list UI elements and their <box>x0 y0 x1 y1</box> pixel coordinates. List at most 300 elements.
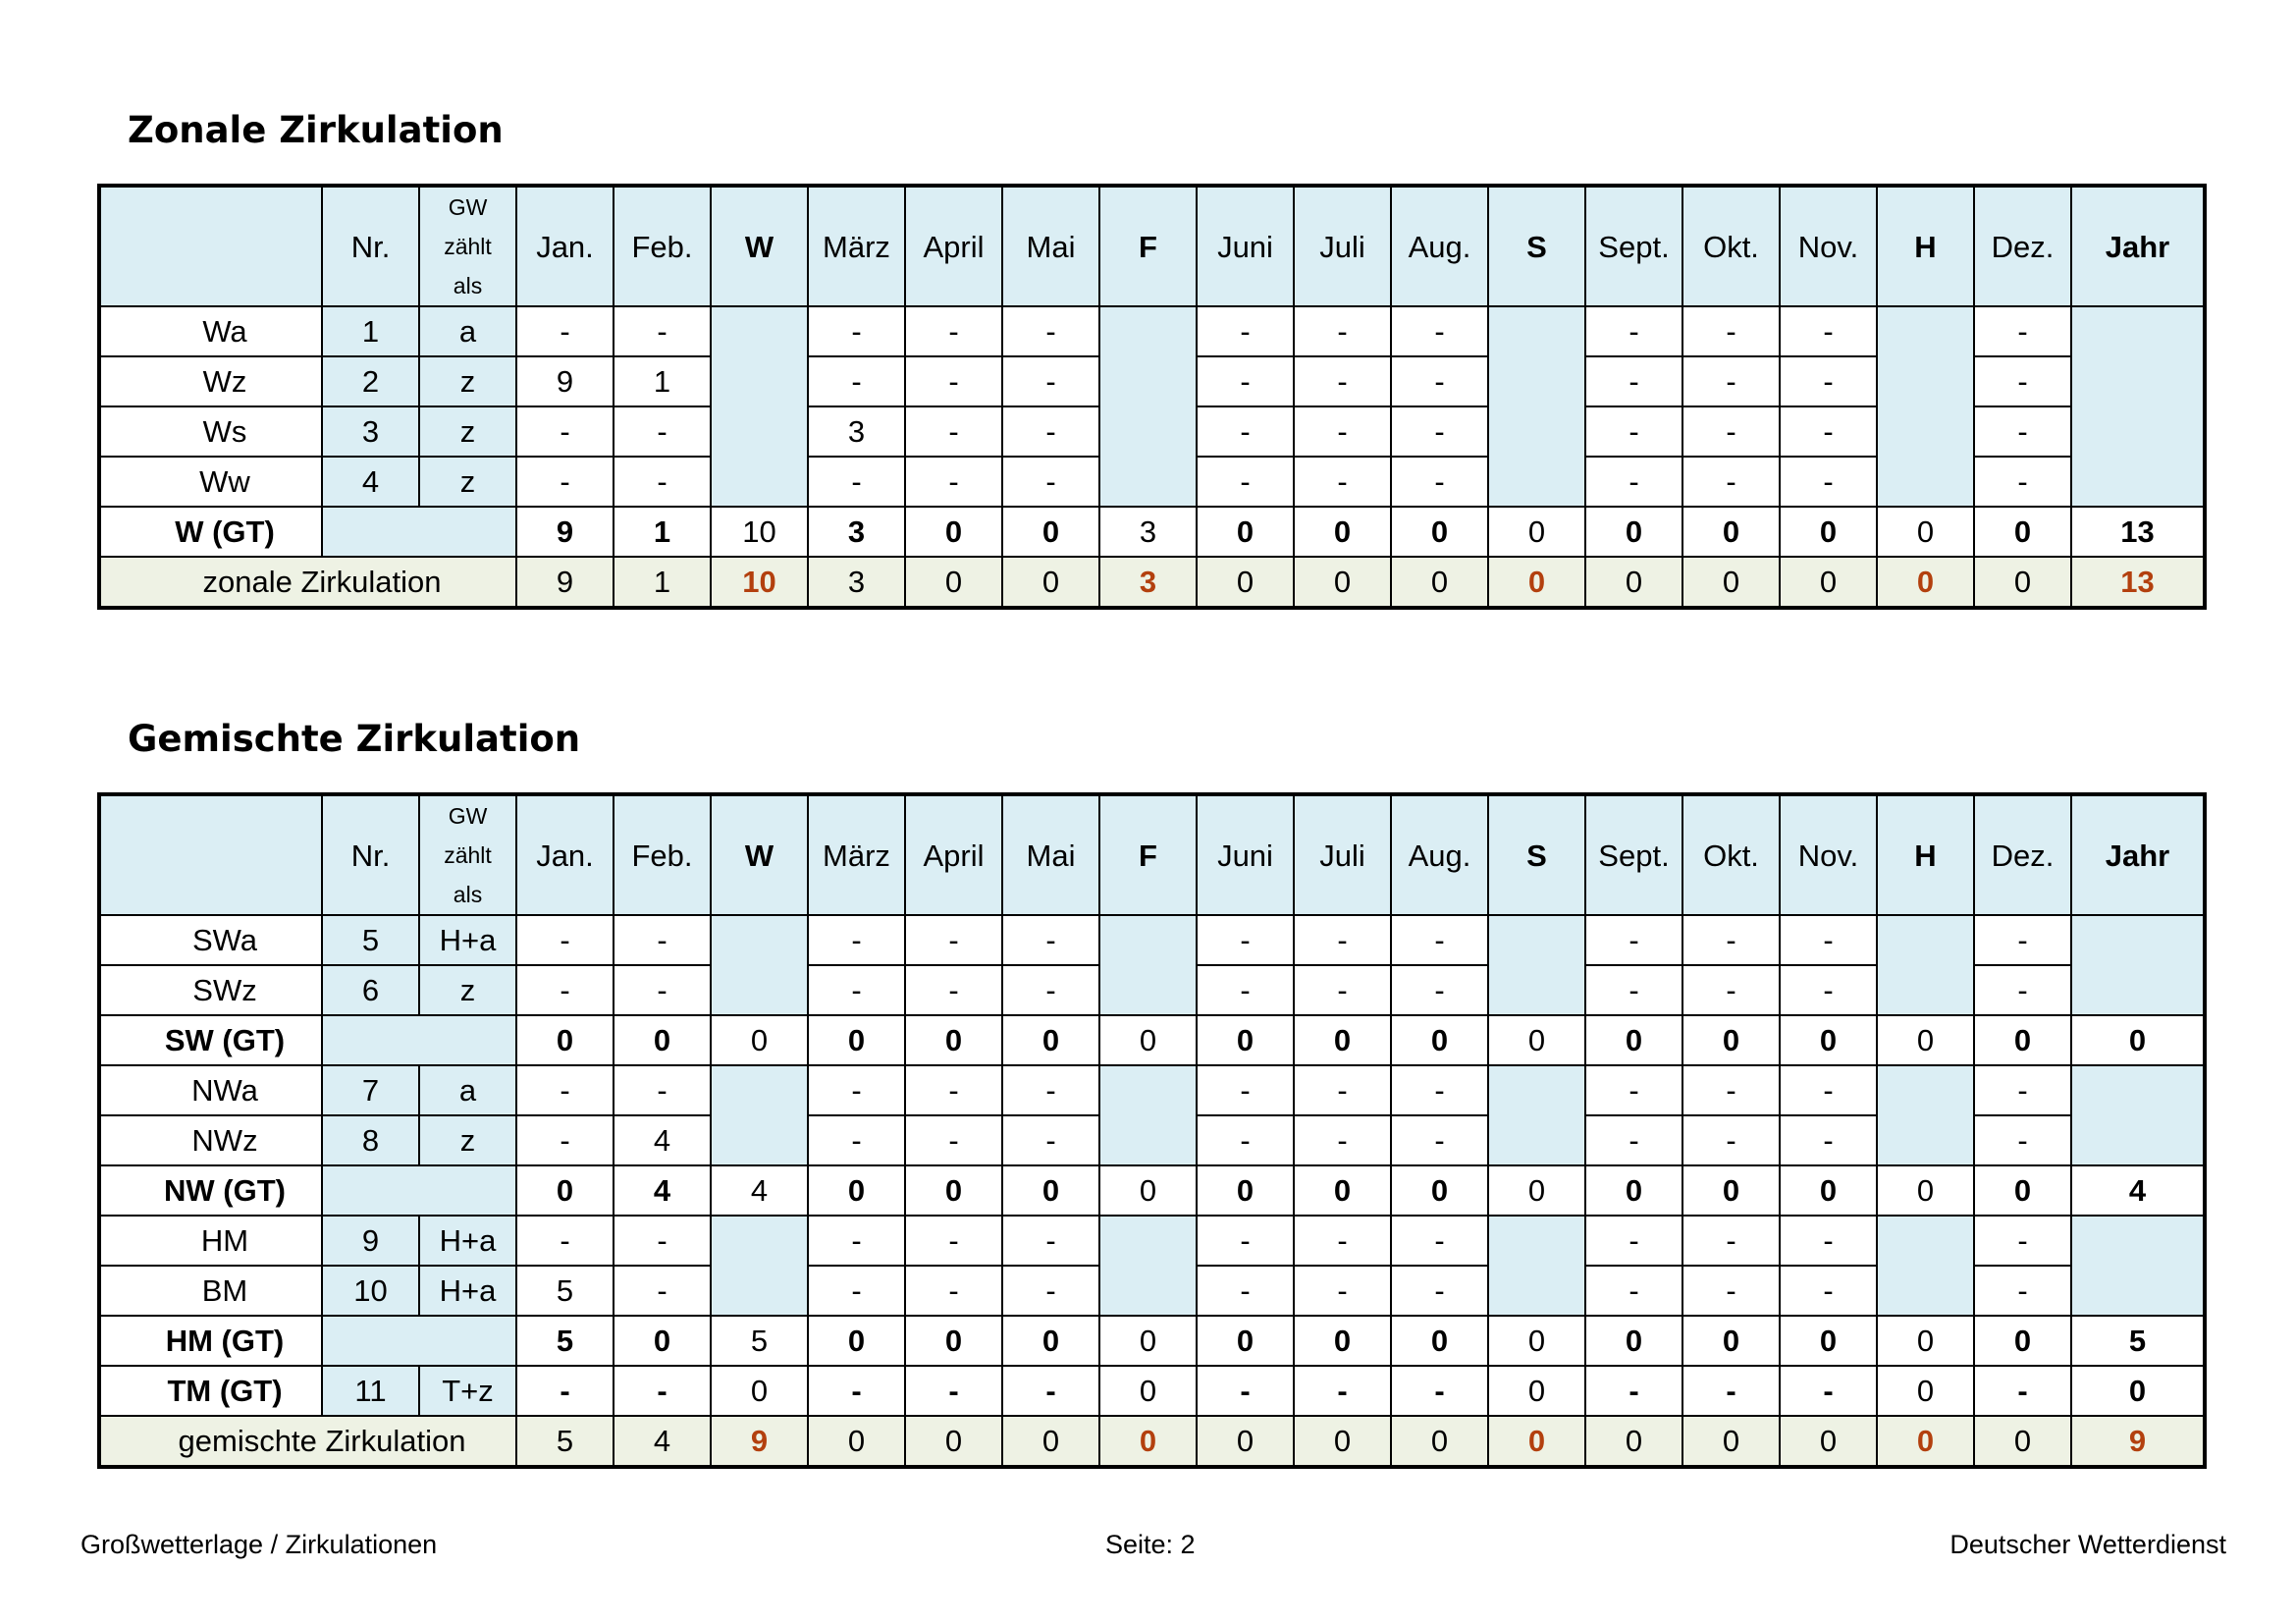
row-label: SW (GT) <box>99 1015 322 1065</box>
cell-value: 0 <box>1974 1015 2071 1065</box>
cell-value: - <box>516 1216 614 1266</box>
cell-value: - <box>1585 1266 1682 1316</box>
section-title-zonal: Zonale Zirkulation <box>128 109 504 151</box>
cell-value: 0 <box>614 1316 711 1366</box>
cell-value: 0 <box>1585 557 1682 608</box>
cell-value: 0 <box>2071 1015 2205 1065</box>
cell-nr: 11 <box>322 1366 419 1416</box>
cell-value: - <box>614 406 711 457</box>
cell-value: 0 <box>1099 1316 1197 1366</box>
cell-value: 10 <box>711 507 808 557</box>
cell-value: - <box>1391 1216 1488 1266</box>
row-label: gemischte Zirkulation <box>99 1416 516 1467</box>
header-col-9: Aug. <box>1391 186 1488 306</box>
cell-value: 0 <box>1294 1416 1391 1467</box>
cell-value: - <box>1391 457 1488 507</box>
header-col-6: F <box>1099 186 1197 306</box>
cell-value: 0 <box>1877 1416 1974 1467</box>
cell-value: 0 <box>1002 507 1099 557</box>
header-col-10: S <box>1488 186 1585 306</box>
season-blank <box>2071 1065 2205 1165</box>
season-blank <box>711 1065 808 1165</box>
header-col-12: Okt. <box>1682 794 1780 915</box>
cell-value: 0 <box>905 1316 1002 1366</box>
cell-value: - <box>1974 1065 2071 1115</box>
cell-value: 0 <box>1780 1416 1877 1467</box>
header-col-0: Jan. <box>516 186 614 306</box>
header-col-7: Juni <box>1197 186 1294 306</box>
cell-value: - <box>905 915 1002 965</box>
cell-value: 0 <box>2071 1366 2205 1416</box>
cell-value: 0 <box>1877 1316 1974 1366</box>
cell-value: - <box>808 1115 905 1165</box>
cell-value: - <box>1780 1065 1877 1115</box>
cell-value: 0 <box>1877 507 1974 557</box>
header-col-5: Mai <box>1002 186 1099 306</box>
cell-value: 9 <box>711 1416 808 1467</box>
cell-value: 1 <box>614 557 711 608</box>
cell-value: - <box>905 356 1002 406</box>
table-row <box>99 1065 2205 1115</box>
cell-value: 0 <box>1974 507 2071 557</box>
total-row <box>99 557 2205 608</box>
cell-value: 0 <box>905 557 1002 608</box>
cell-value: 0 <box>1391 1316 1488 1366</box>
cell-gw: z <box>419 965 516 1015</box>
cell-value: - <box>1197 965 1294 1015</box>
season-blank <box>2071 1216 2205 1316</box>
header-col-11: Sept. <box>1585 186 1682 306</box>
cell-value: - <box>1585 306 1682 356</box>
header-nr: Nr. <box>322 186 419 306</box>
group-total-row <box>99 1316 2205 1366</box>
cell-value: - <box>1197 1366 1294 1416</box>
cell-value: 0 <box>1585 507 1682 557</box>
cell-nr: 3 <box>322 406 419 457</box>
season-blank <box>1488 915 1585 1015</box>
cell-value: - <box>1391 1065 1488 1115</box>
cell-value: - <box>1974 1366 2071 1416</box>
row-label: SWz <box>99 965 322 1015</box>
cell-nr: 1 <box>322 306 419 356</box>
total-row <box>99 1416 2205 1467</box>
row-label: NWa <box>99 1065 322 1115</box>
cell-value: - <box>1197 406 1294 457</box>
cell-value: - <box>808 457 905 507</box>
cell-value: - <box>1585 1115 1682 1165</box>
cell-value: 0 <box>1002 1015 1099 1065</box>
cell-value: - <box>1197 356 1294 406</box>
row-label: Ws <box>99 406 322 457</box>
cell-value: 0 <box>711 1366 808 1416</box>
cell-value: 5 <box>2071 1316 2205 1366</box>
cell-value: - <box>905 1216 1002 1266</box>
cell-value: - <box>1294 1216 1391 1266</box>
cell-value: - <box>1002 1216 1099 1266</box>
header-col-10: S <box>1488 794 1585 915</box>
cell-nr: 8 <box>322 1115 419 1165</box>
cell-value: - <box>905 1115 1002 1165</box>
header-blank <box>99 794 322 915</box>
cell-value: 0 <box>1002 1416 1099 1467</box>
season-blank <box>711 1216 808 1316</box>
cell-value: - <box>614 965 711 1015</box>
header-col-15: Dez. <box>1974 186 2071 306</box>
cell-value: - <box>614 457 711 507</box>
cell-value: - <box>516 1366 614 1416</box>
footer-left: Großwetterlage / Zirkulationen <box>80 1530 438 1559</box>
header-col-11: Sept. <box>1585 794 1682 915</box>
header-col-5: Mai <box>1002 794 1099 915</box>
cell-value: - <box>614 1366 711 1416</box>
cell-value: - <box>905 457 1002 507</box>
cell-gw: z <box>419 1115 516 1165</box>
cell-value: - <box>516 406 614 457</box>
cell-value: 0 <box>1877 1366 1974 1416</box>
table-row <box>99 915 2205 965</box>
cell-value: 0 <box>1974 1416 2071 1467</box>
cell-value: - <box>1197 915 1294 965</box>
header-col-13: Nov. <box>1780 186 1877 306</box>
cell-value: - <box>1682 306 1780 356</box>
cell-value: - <box>1585 457 1682 507</box>
season-blank <box>2071 915 2205 1015</box>
row-label: TM (GT) <box>99 1366 322 1416</box>
cell-value: - <box>1197 1266 1294 1316</box>
cell-value: 10 <box>711 557 808 608</box>
header-gw-line: GW <box>448 803 488 829</box>
cell-value: 5 <box>711 1316 808 1366</box>
cell-value: 4 <box>711 1165 808 1216</box>
cell-value: - <box>1002 965 1099 1015</box>
header-gw-line: als <box>453 882 483 907</box>
group-total-row <box>99 1015 2205 1065</box>
cell-gw: H+a <box>419 915 516 965</box>
season-blank <box>1488 1065 1585 1165</box>
cell-value: 0 <box>1099 1015 1197 1065</box>
cell-value: 0 <box>1197 557 1294 608</box>
cell-value: - <box>1682 1065 1780 1115</box>
cell-value: - <box>614 306 711 356</box>
cell-value: 4 <box>614 1416 711 1467</box>
cell-value: - <box>1391 406 1488 457</box>
cell-value: - <box>1197 1115 1294 1165</box>
cell-value: 3 <box>1099 507 1197 557</box>
cell-value: 0 <box>1197 1416 1294 1467</box>
cell-nr: 2 <box>322 356 419 406</box>
cell-value: - <box>516 306 614 356</box>
cell-value: 0 <box>1197 1316 1294 1366</box>
cell-value: - <box>516 965 614 1015</box>
header-col-16: Jahr <box>2071 186 2205 306</box>
cell-value: - <box>1002 1366 1099 1416</box>
cell-value: 3 <box>808 406 905 457</box>
cell-value: 0 <box>1488 1316 1585 1366</box>
cell-value: 0 <box>808 1165 905 1216</box>
season-blank <box>1877 915 1974 1015</box>
cell-value: 0 <box>1974 557 2071 608</box>
cell-value: - <box>1974 406 2071 457</box>
cell-value: - <box>1391 356 1488 406</box>
cell-value: - <box>1294 306 1391 356</box>
cell-value: - <box>1294 457 1391 507</box>
cell-nr: 7 <box>322 1065 419 1115</box>
header-row <box>99 186 2205 306</box>
header-col-1: Feb. <box>614 794 711 915</box>
season-blank <box>1099 306 1197 507</box>
cell-value: 0 <box>1391 1416 1488 1467</box>
zonal-circulation-table <box>97 184 2207 610</box>
cell-blank <box>322 1316 516 1366</box>
header-col-14: H <box>1877 186 1974 306</box>
row-label: NWz <box>99 1115 322 1165</box>
cell-value: 0 <box>808 1416 905 1467</box>
cell-value: 0 <box>1197 1015 1294 1065</box>
cell-gw: T+z <box>419 1366 516 1416</box>
cell-value: 0 <box>1294 1316 1391 1366</box>
cell-value: - <box>1780 457 1877 507</box>
cell-value: 0 <box>1877 557 1974 608</box>
cell-value: - <box>1585 1216 1682 1266</box>
cell-value: - <box>1974 965 2071 1015</box>
cell-value: - <box>1294 1115 1391 1165</box>
cell-value: - <box>905 1266 1002 1316</box>
cell-value: - <box>808 1216 905 1266</box>
cell-value: - <box>905 965 1002 1015</box>
header-col-3: März <box>808 186 905 306</box>
row-label: W (GT) <box>99 507 322 557</box>
cell-value: - <box>1197 306 1294 356</box>
cell-value: 0 <box>1974 1165 2071 1216</box>
season-blank <box>1877 1216 1974 1316</box>
footer-right: Deutscher Wetterdienst <box>1949 1530 2226 1559</box>
header-col-2: W <box>711 794 808 915</box>
cell-value: - <box>1974 915 2071 965</box>
row-label: SWa <box>99 915 322 965</box>
cell-value: 1 <box>614 356 711 406</box>
cell-value: 0 <box>1780 1165 1877 1216</box>
cell-value: - <box>905 406 1002 457</box>
cell-value: 0 <box>1391 507 1488 557</box>
cell-nr: 4 <box>322 457 419 507</box>
cell-value: 0 <box>1585 1165 1682 1216</box>
cell-value: - <box>905 1366 1002 1416</box>
season-blank <box>1877 306 1974 507</box>
cell-value: 0 <box>1197 1165 1294 1216</box>
cell-value: 0 <box>1099 1416 1197 1467</box>
cell-value: - <box>1780 915 1877 965</box>
cell-value: 0 <box>1488 557 1585 608</box>
cell-value: - <box>1780 965 1877 1015</box>
cell-value: - <box>1197 1065 1294 1115</box>
season-blank <box>1877 1065 1974 1165</box>
cell-value: - <box>1002 306 1099 356</box>
cell-value: - <box>614 1266 711 1316</box>
header-gw-zaehlt-als <box>419 794 516 915</box>
header-col-7: Juni <box>1197 794 1294 915</box>
cell-value: - <box>516 457 614 507</box>
cell-value: 4 <box>2071 1165 2205 1216</box>
cell-value: - <box>614 1065 711 1115</box>
cell-value: - <box>1391 1266 1488 1316</box>
header-col-4: April <box>905 186 1002 306</box>
cell-value: 0 <box>1488 507 1585 557</box>
cell-gw: H+a <box>419 1266 516 1316</box>
cell-value: - <box>808 1266 905 1316</box>
header-gw-line: zählt <box>444 842 492 868</box>
cell-value: 0 <box>1585 1416 1682 1467</box>
cell-value: 0 <box>1488 1165 1585 1216</box>
cell-value: - <box>614 915 711 965</box>
cell-value: - <box>905 1065 1002 1115</box>
cell-gw: a <box>419 306 516 356</box>
cell-value: - <box>1294 356 1391 406</box>
season-blank <box>1099 1065 1197 1165</box>
row-label: BM <box>99 1266 322 1316</box>
cell-value: - <box>1682 457 1780 507</box>
cell-value: 0 <box>1099 1165 1197 1216</box>
cell-value: - <box>1294 1065 1391 1115</box>
cell-value: - <box>1682 915 1780 965</box>
cell-value: - <box>808 1065 905 1115</box>
cell-value: 9 <box>516 507 614 557</box>
cell-value: 0 <box>1780 557 1877 608</box>
cell-value: 5 <box>516 1316 614 1366</box>
cell-value: 0 <box>1974 1316 2071 1366</box>
cell-value: 0 <box>516 1015 614 1065</box>
cell-value: - <box>1974 306 2071 356</box>
cell-nr: 10 <box>322 1266 419 1316</box>
cell-value: 0 <box>1391 1015 1488 1065</box>
cell-nr: 6 <box>322 965 419 1015</box>
row-label: zonale Zirkulation <box>99 557 516 608</box>
cell-value: - <box>808 965 905 1015</box>
cell-value: - <box>1682 356 1780 406</box>
row-label: Ww <box>99 457 322 507</box>
cell-value: - <box>1391 306 1488 356</box>
footer-page-number: Seite: 2 <box>1105 1530 1196 1559</box>
cell-value: 0 <box>1780 507 1877 557</box>
mixed-circulation-table <box>97 792 2207 1469</box>
season-blank <box>2071 306 2205 507</box>
cell-value: 0 <box>1877 1015 1974 1065</box>
cell-value: - <box>1780 1115 1877 1165</box>
cell-value: - <box>1002 1065 1099 1115</box>
cell-value: - <box>1780 1366 1877 1416</box>
cell-value: - <box>1197 1216 1294 1266</box>
cell-nr: 5 <box>322 915 419 965</box>
cell-value: - <box>1682 1216 1780 1266</box>
cell-value: 0 <box>1294 1015 1391 1065</box>
cell-value: 9 <box>516 356 614 406</box>
cell-value: - <box>1780 1266 1877 1316</box>
header-col-2: W <box>711 186 808 306</box>
cell-value: 3 <box>808 557 905 608</box>
header-col-1: Feb. <box>614 186 711 306</box>
cell-value: - <box>1682 1266 1780 1316</box>
cell-value: 9 <box>516 557 614 608</box>
cell-value: 13 <box>2071 557 2205 608</box>
cell-value: 0 <box>1197 507 1294 557</box>
cell-value: - <box>516 915 614 965</box>
table-row <box>99 306 2205 356</box>
cell-value: - <box>1585 1366 1682 1416</box>
cell-value: - <box>1002 457 1099 507</box>
cell-value: - <box>1294 965 1391 1015</box>
cell-value: - <box>1585 1065 1682 1115</box>
row-label: Wa <box>99 306 322 356</box>
row-label: HM <box>99 1216 322 1266</box>
cell-value: - <box>1585 965 1682 1015</box>
cell-value: 0 <box>1682 1416 1780 1467</box>
cell-value: - <box>1974 1266 2071 1316</box>
cell-value: - <box>1002 406 1099 457</box>
group-total-row <box>99 507 2205 557</box>
cell-value: 0 <box>905 1416 1002 1467</box>
cell-value: 0 <box>1877 1165 1974 1216</box>
cell-value: 0 <box>1488 1015 1585 1065</box>
cell-value: 0 <box>1391 557 1488 608</box>
header-col-15: Dez. <box>1974 794 2071 915</box>
cell-value: - <box>1682 406 1780 457</box>
cell-value: 0 <box>1780 1015 1877 1065</box>
cell-value: - <box>1391 1366 1488 1416</box>
cell-value: - <box>516 1115 614 1165</box>
cell-value: 0 <box>516 1165 614 1216</box>
header-col-13: Nov. <box>1780 794 1877 915</box>
cell-value: - <box>1002 356 1099 406</box>
cell-value: 0 <box>1294 557 1391 608</box>
cell-value: - <box>1197 457 1294 507</box>
cell-gw: z <box>419 356 516 406</box>
cell-value: 0 <box>1682 507 1780 557</box>
header-nr: Nr. <box>322 794 419 915</box>
season-blank <box>1099 1216 1197 1316</box>
header-col-0: Jan. <box>516 794 614 915</box>
season-blank <box>1488 1216 1585 1316</box>
cell-gw: H+a <box>419 1216 516 1266</box>
cell-value: 0 <box>905 1015 1002 1065</box>
cell-value: - <box>808 915 905 965</box>
cell-value: - <box>1294 1366 1391 1416</box>
cell-value: 3 <box>1099 557 1197 608</box>
cell-gw: a <box>419 1065 516 1115</box>
season-blank <box>711 306 808 507</box>
section-title-mixed: Gemischte Zirkulation <box>128 718 581 760</box>
cell-value: - <box>614 1216 711 1266</box>
cell-value: - <box>808 306 905 356</box>
cell-value: 0 <box>905 507 1002 557</box>
header-gw-line: GW <box>448 194 488 220</box>
cell-value: - <box>808 356 905 406</box>
cell-value: 0 <box>1585 1316 1682 1366</box>
cell-value: 3 <box>808 507 905 557</box>
cell-value: 1 <box>614 507 711 557</box>
cell-value: - <box>1585 356 1682 406</box>
cell-value: - <box>1780 406 1877 457</box>
cell-value: 0 <box>1682 1165 1780 1216</box>
cell-value: - <box>808 1366 905 1416</box>
cell-blank <box>322 507 516 557</box>
cell-value: - <box>1682 1366 1780 1416</box>
cell-value: - <box>905 306 1002 356</box>
cell-value: - <box>1294 915 1391 965</box>
header-col-8: Juli <box>1294 186 1391 306</box>
cell-value: 0 <box>1294 507 1391 557</box>
row-label: Wz <box>99 356 322 406</box>
cell-blank <box>322 1015 516 1065</box>
header-row <box>99 794 2205 915</box>
